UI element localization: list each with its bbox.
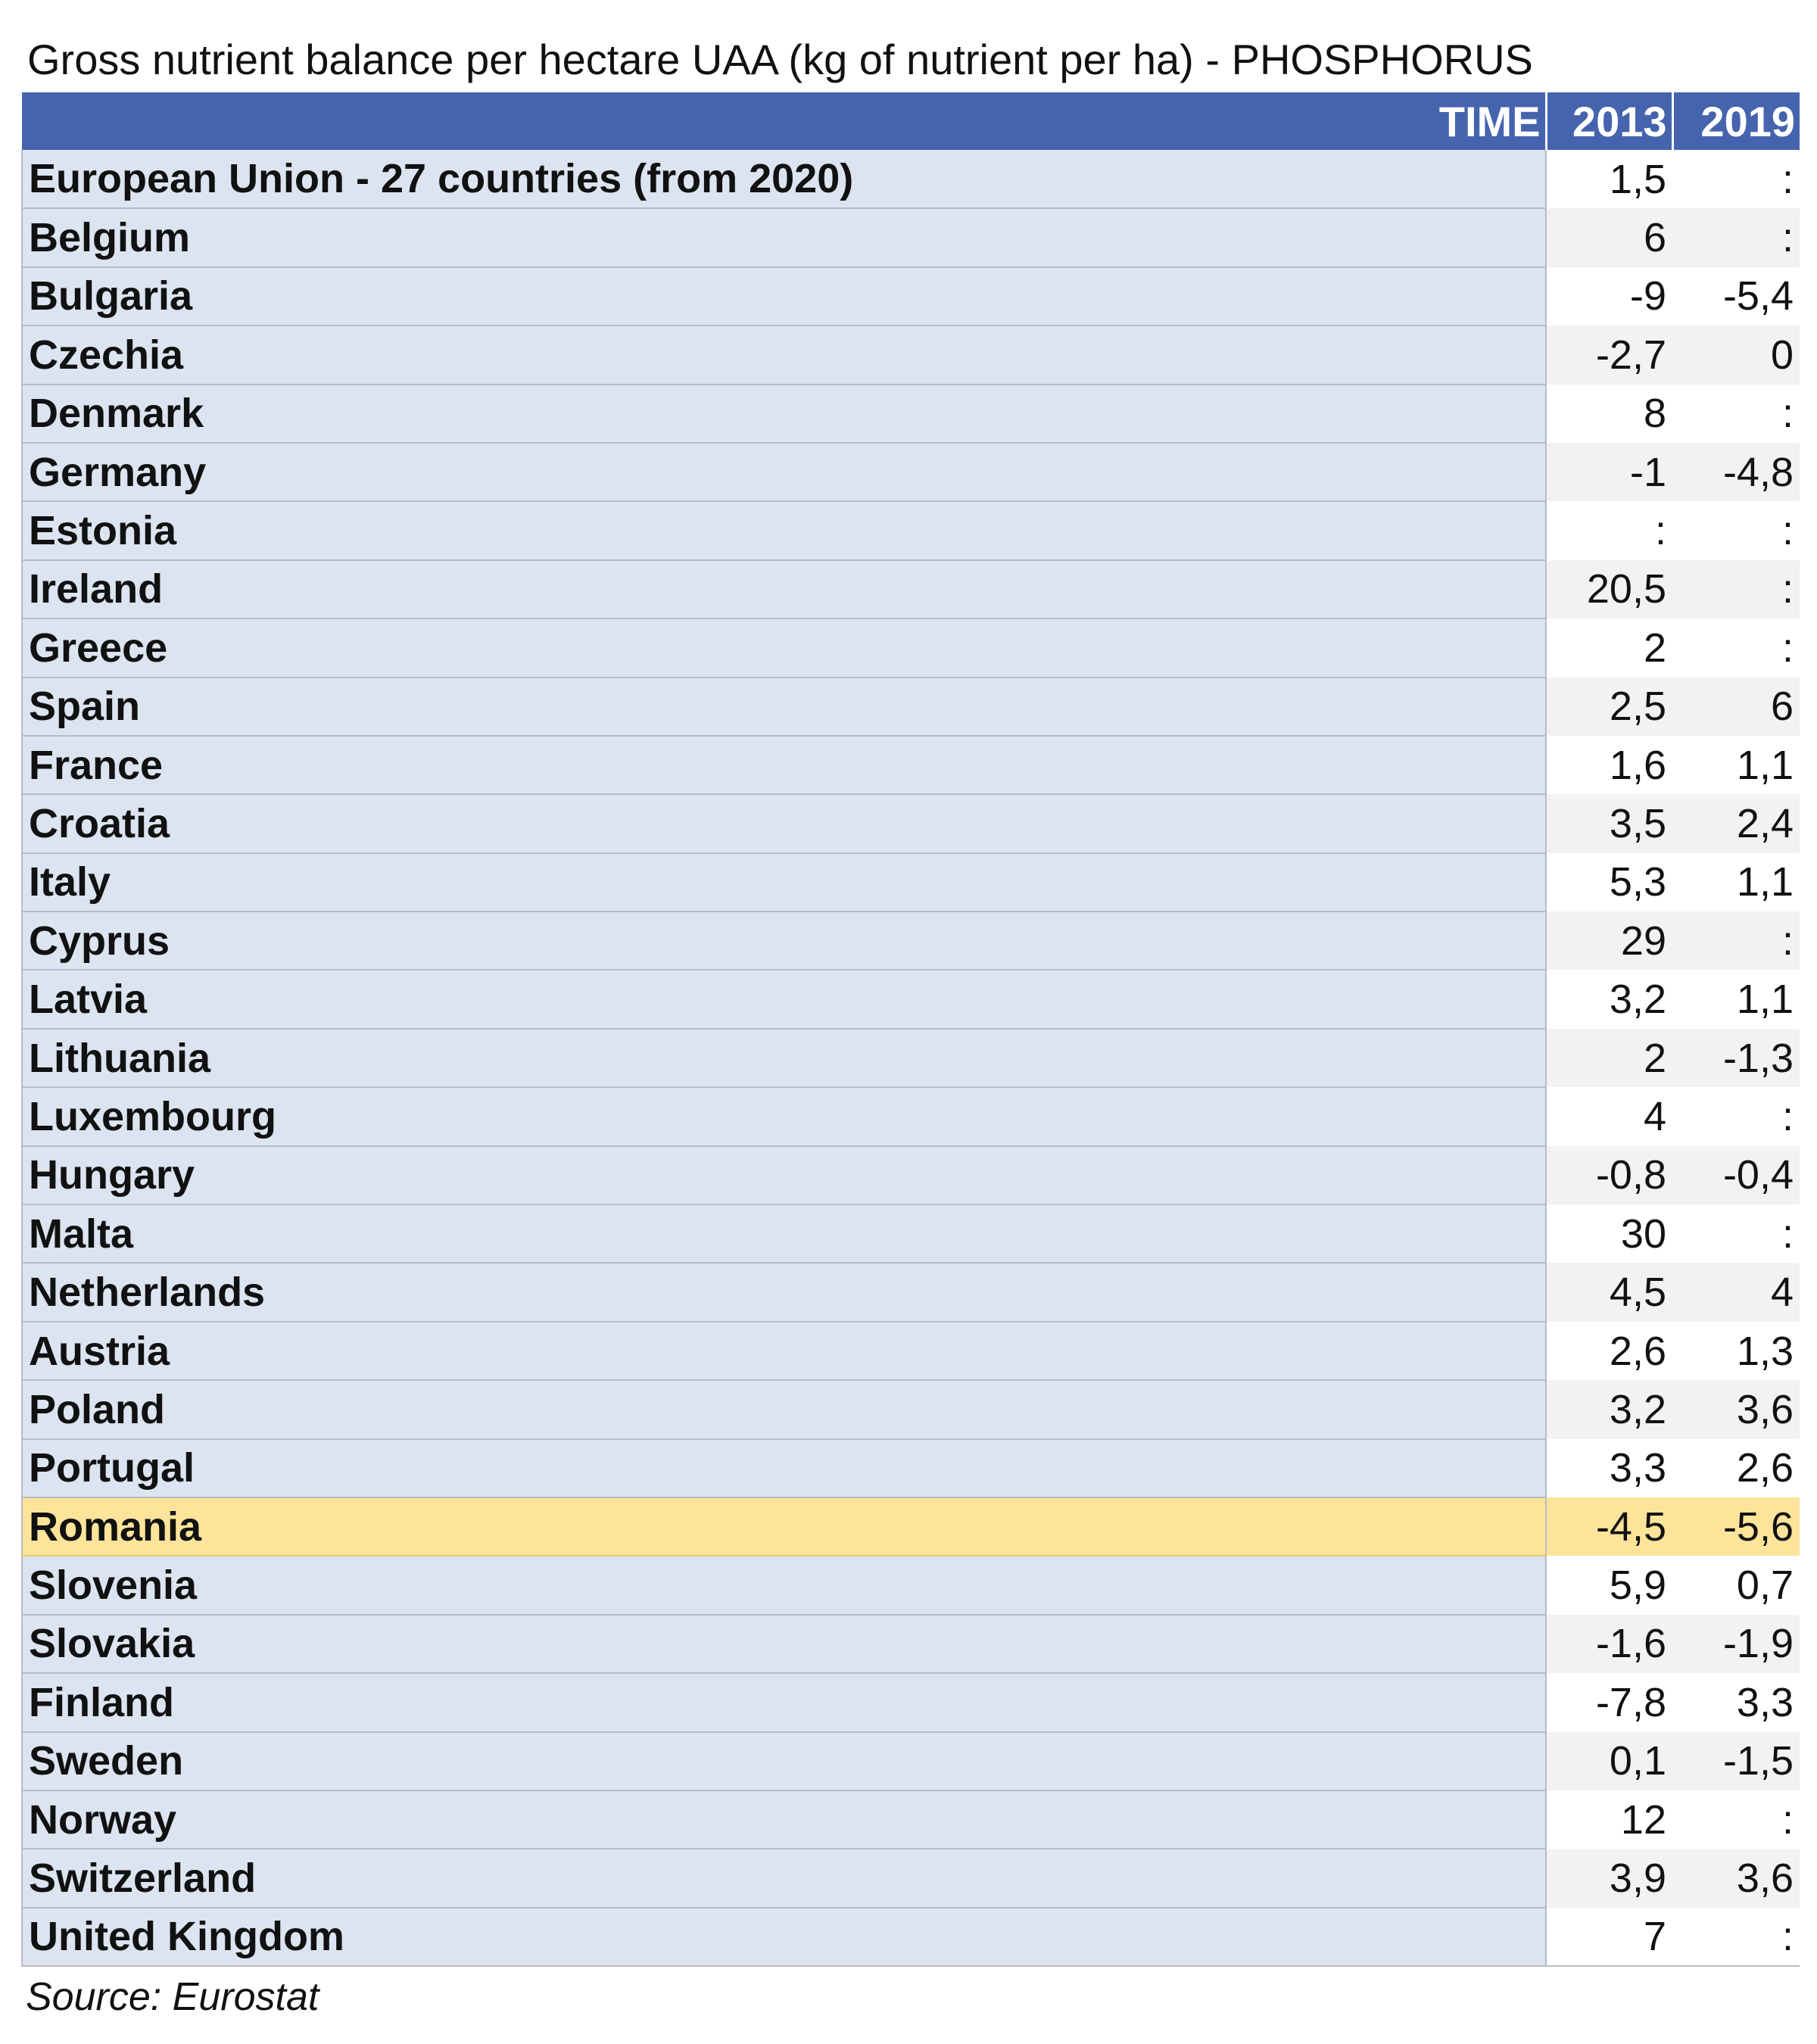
row-value-2019: : [1672, 385, 1800, 443]
row-value-2019: 3,3 [1672, 1673, 1800, 1731]
row-value-2013: -2,7 [1546, 326, 1672, 384]
row-value-2013: 30 [1546, 1204, 1672, 1263]
row-value-2019: : [1672, 150, 1800, 208]
row-value-2019: : [1672, 1908, 1800, 1966]
row-value-2019: : [1672, 1790, 1800, 1849]
table-row [22, 678, 1800, 736]
row-value-2013: 5,9 [1546, 1556, 1672, 1614]
row-country-name: Finland [22, 1673, 1546, 1731]
row-value-2013: -9 [1546, 267, 1672, 326]
row-value-2019: 2,4 [1672, 794, 1800, 852]
table-row [22, 1029, 1800, 1087]
row-value-2013: 29 [1546, 911, 1672, 970]
row-value-2019: 1,1 [1672, 853, 1800, 911]
row-country-name: Czechia [22, 326, 1546, 384]
table-row [22, 1673, 1800, 1731]
row-country-name: European Union - 27 countries (from 2020) [22, 150, 1546, 208]
row-country-name: France [22, 736, 1546, 794]
table-row [22, 911, 1800, 970]
header-time: TIME [22, 92, 1546, 150]
row-value-2013: -1,6 [1546, 1615, 1672, 1673]
source-note: Source: Eurostat [26, 1975, 319, 2019]
table-row [22, 1849, 1800, 1907]
table-row [22, 1732, 1800, 1790]
table-row [22, 1439, 1800, 1497]
row-country-name: Norway [22, 1790, 1546, 1849]
row-value-2013: 2,6 [1546, 1322, 1672, 1380]
row-country-name: Switzerland [22, 1849, 1546, 1907]
row-country-name: Romania [22, 1497, 1546, 1556]
row-value-2013: 0,1 [1546, 1732, 1672, 1790]
row-value-2019: -5,4 [1672, 267, 1800, 326]
row-value-2013: 7 [1546, 1908, 1672, 1966]
table-row [22, 853, 1800, 911]
row-value-2019: : [1672, 208, 1800, 266]
table-row [22, 970, 1800, 1028]
row-value-2013: 4,5 [1546, 1263, 1672, 1321]
row-value-2019: : [1672, 911, 1800, 970]
table-row [22, 736, 1800, 794]
row-value-2013: 6 [1546, 208, 1672, 266]
table-row [22, 1615, 1800, 1673]
row-value-2019: -4,8 [1672, 443, 1800, 501]
header-row [22, 92, 1800, 150]
row-value-2013: : [1546, 501, 1672, 559]
row-value-2013: 3,2 [1546, 1380, 1672, 1438]
row-value-2013: 2 [1546, 1029, 1672, 1087]
table-row [22, 1263, 1800, 1321]
table-title: Gross nutrient balance per hectare UAA (kg of nutrient per ha) - PHOSPHORUS [27, 36, 1533, 83]
row-value-2019: 6 [1672, 678, 1800, 736]
row-value-2013: 5,3 [1546, 853, 1672, 911]
row-value-2019: : [1672, 560, 1800, 618]
row-value-2019: -0,4 [1672, 1146, 1800, 1204]
row-value-2019: : [1672, 501, 1800, 559]
row-value-2013: 20,5 [1546, 560, 1672, 618]
row-value-2013: -0,8 [1546, 1146, 1672, 1204]
table-row [22, 385, 1800, 443]
table-body [22, 150, 1800, 1966]
row-value-2013: 3,5 [1546, 794, 1672, 852]
row-value-2019: 1,1 [1672, 970, 1800, 1028]
row-value-2019: 3,6 [1672, 1380, 1800, 1438]
table-row [22, 1380, 1800, 1438]
table-row [22, 208, 1800, 266]
row-value-2013: 8 [1546, 385, 1672, 443]
row-value-2013: 3,3 [1546, 1439, 1672, 1497]
row-value-2019: : [1672, 1204, 1800, 1263]
row-value-2019: 1,1 [1672, 736, 1800, 794]
row-value-2019: 2,6 [1672, 1439, 1800, 1497]
table-row [22, 618, 1800, 677]
row-country-name: Cyprus [22, 911, 1546, 970]
table-row [22, 1146, 1800, 1204]
row-country-name: Slovenia [22, 1556, 1546, 1614]
row-value-2019: 4 [1672, 1263, 1800, 1321]
row-country-name: Austria [22, 1322, 1546, 1380]
row-value-2019: -1,5 [1672, 1732, 1800, 1790]
row-value-2013: 3,2 [1546, 970, 1672, 1028]
table-row [22, 1556, 1800, 1614]
row-country-name: Bulgaria [22, 267, 1546, 326]
row-value-2019: : [1672, 618, 1800, 677]
table-row [22, 150, 1800, 208]
row-value-2019: 1,3 [1672, 1322, 1800, 1380]
row-value-2013: 1,6 [1546, 736, 1672, 794]
row-country-name: Italy [22, 853, 1546, 911]
row-value-2019: : [1672, 1087, 1800, 1145]
row-value-2019: 0,7 [1672, 1556, 1800, 1614]
row-country-name: Luxembourg [22, 1087, 1546, 1145]
row-country-name: Sweden [22, 1732, 1546, 1790]
row-country-name: Germany [22, 443, 1546, 501]
row-country-name: Portugal [22, 1439, 1546, 1497]
table-row [22, 1497, 1800, 1556]
table-row [22, 1908, 1800, 1966]
table-row [22, 1204, 1800, 1263]
row-value-2019: -5,6 [1672, 1497, 1800, 1556]
row-value-2013: -7,8 [1546, 1673, 1672, 1731]
data-table [21, 92, 1800, 1967]
table-row [22, 267, 1800, 326]
row-country-name: Latvia [22, 970, 1546, 1028]
row-country-name: Slovakia [22, 1615, 1546, 1673]
row-value-2019: -1,9 [1672, 1615, 1800, 1673]
row-country-name: Denmark [22, 385, 1546, 443]
row-country-name: Spain [22, 678, 1546, 736]
table-row [22, 794, 1800, 852]
header-2019: 2019 [1672, 92, 1800, 150]
table-row [22, 501, 1800, 559]
row-value-2013: 1,5 [1546, 150, 1672, 208]
row-country-name: Hungary [22, 1146, 1546, 1204]
row-country-name: Ireland [22, 560, 1546, 618]
table-row [22, 1790, 1800, 1849]
table-row [22, 560, 1800, 618]
table-row [22, 1322, 1800, 1380]
row-value-2019: 0 [1672, 326, 1800, 384]
row-country-name: Poland [22, 1380, 1546, 1438]
table-row [22, 326, 1800, 384]
row-value-2013: 3,9 [1546, 1849, 1672, 1907]
row-value-2013: 2 [1546, 618, 1672, 677]
row-country-name: Estonia [22, 501, 1546, 559]
row-value-2019: 3,6 [1672, 1849, 1800, 1907]
row-country-name: Malta [22, 1204, 1546, 1263]
row-country-name: Croatia [22, 794, 1546, 852]
row-value-2013: -1 [1546, 443, 1672, 501]
header-2013: 2013 [1546, 92, 1672, 150]
row-value-2013: 12 [1546, 1790, 1672, 1849]
row-value-2013: 4 [1546, 1087, 1672, 1145]
row-value-2019: -1,3 [1672, 1029, 1800, 1087]
row-country-name: Greece [22, 618, 1546, 677]
row-value-2013: 2,5 [1546, 678, 1672, 736]
table-row [22, 1087, 1800, 1145]
row-country-name: Lithuania [22, 1029, 1546, 1087]
row-country-name: United Kingdom [22, 1908, 1546, 1966]
row-value-2013: -4,5 [1546, 1497, 1672, 1556]
table-row [22, 443, 1800, 501]
row-country-name: Belgium [22, 208, 1546, 266]
row-country-name: Netherlands [22, 1263, 1546, 1321]
